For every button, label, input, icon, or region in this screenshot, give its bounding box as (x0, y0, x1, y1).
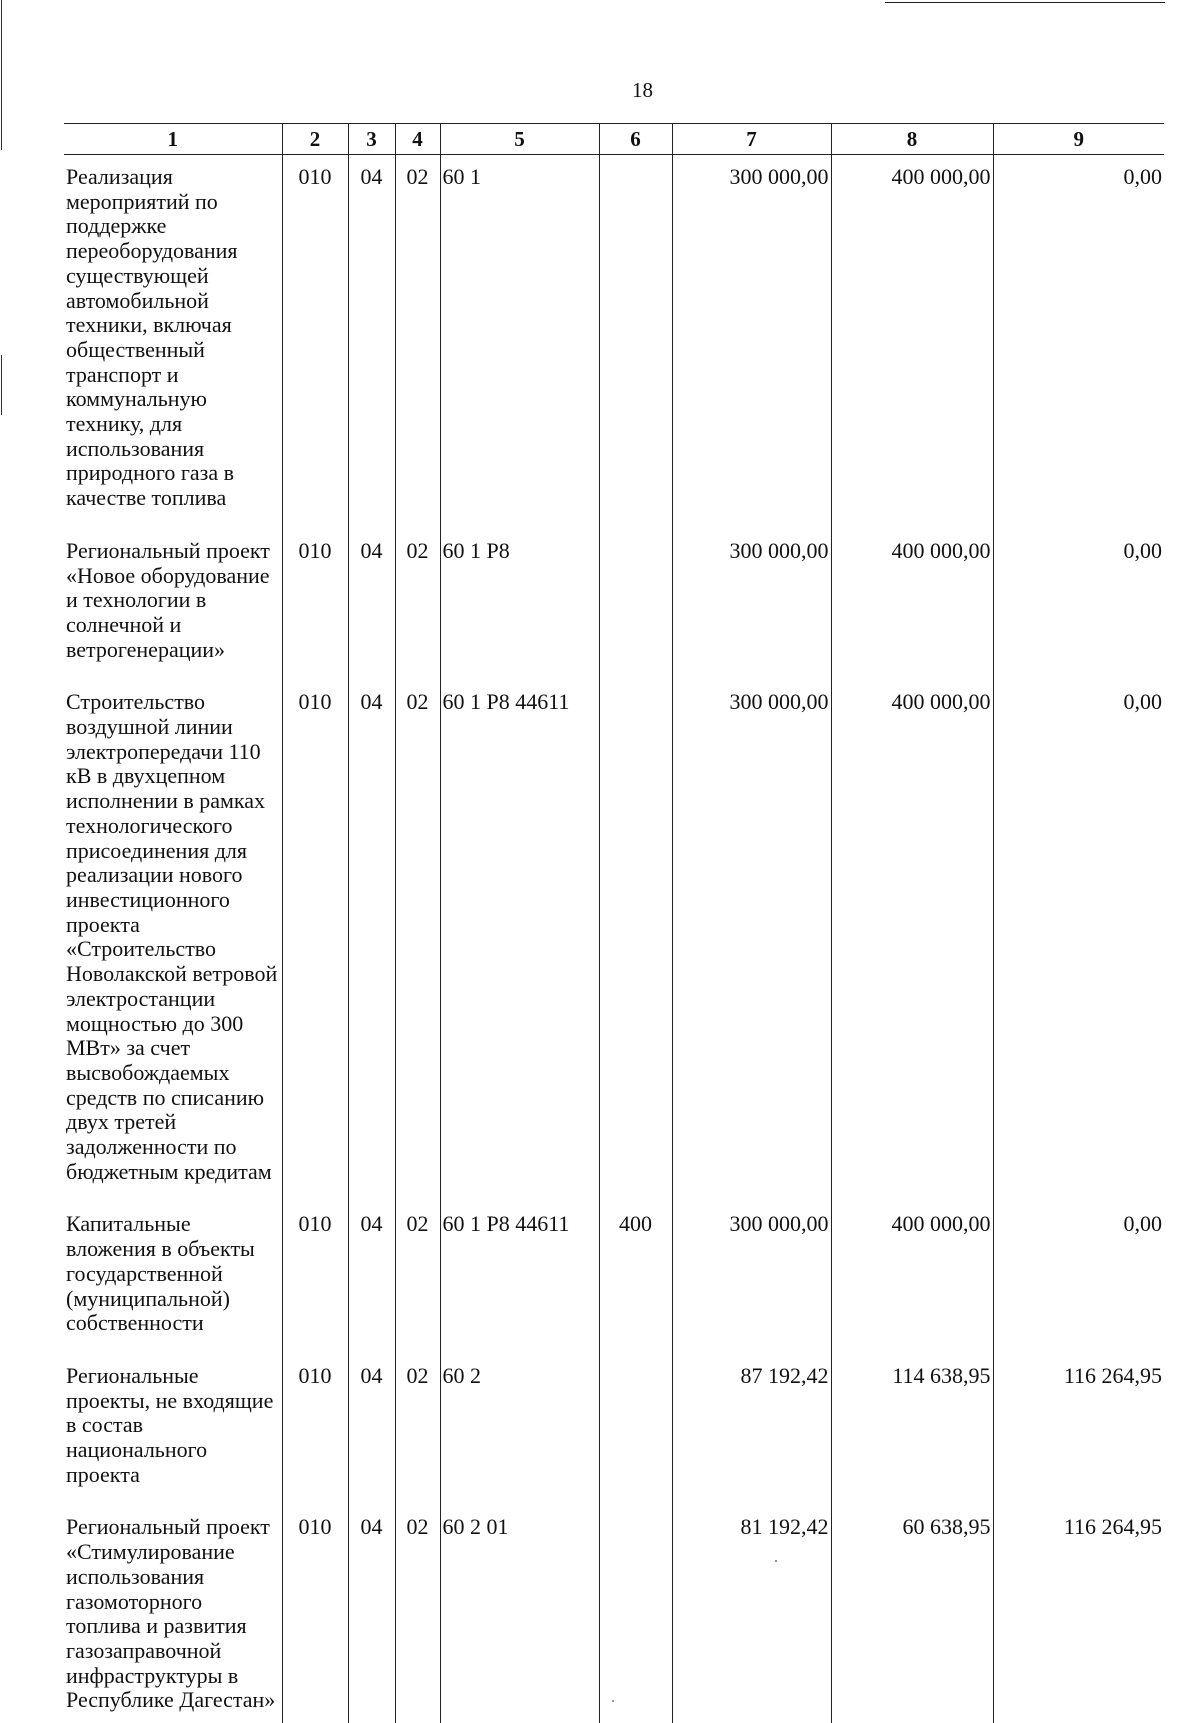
cell-amount-col8: 400 000,00 (831, 529, 993, 681)
table-row (64, 680, 1164, 1202)
cell-expense-type (599, 680, 672, 1202)
scan-speck (612, 1700, 614, 1702)
cell-subsection: 02 (395, 1505, 440, 1723)
cell-target-article: 60 1 (440, 155, 599, 529)
cell-amount-col9: 0,00 (993, 680, 1164, 1202)
cell-ministry: 010 (282, 155, 348, 529)
cell-target-article: 60 2 01 (440, 1505, 599, 1723)
table-row (64, 1505, 1164, 1723)
cell-section: 04 (348, 155, 395, 529)
cell-amount-col7: 87 192,42 (672, 1354, 831, 1506)
scan-speck (775, 1560, 777, 1562)
cell-amount-col7: 300 000,00 (672, 1202, 831, 1354)
cell-amount-col8: 60 638,95 (831, 1505, 993, 1723)
cell-subsection: 02 (395, 680, 440, 1202)
cell-target-article: 60 1 P8 (440, 529, 599, 681)
cell-amount-col7: 300 000,00 (672, 155, 831, 529)
cell-amount-col8: 400 000,00 (831, 1202, 993, 1354)
column-header: 5 (440, 124, 599, 155)
table-row (64, 529, 1164, 681)
table-row (64, 1354, 1164, 1506)
cell-amount-col9: 0,00 (993, 1202, 1164, 1354)
cell-ministry: 010 (282, 1354, 348, 1506)
cell-section: 04 (348, 1202, 395, 1354)
cell-expense-type (599, 155, 672, 529)
table-row (64, 155, 1164, 529)
header-row (64, 124, 1164, 155)
cell-target-article: 60 1 P8 44611 (440, 680, 599, 1202)
left-margin-mark (1, 0, 2, 150)
cell-ministry: 010 (282, 529, 348, 681)
page-number: 18 (632, 78, 653, 102)
column-header: 3 (348, 124, 395, 155)
cell-subsection: 02 (395, 155, 440, 529)
cell-amount-col7: 300 000,00 (672, 680, 831, 1202)
left-margin-mark (1, 355, 2, 415)
cell-amount-col9: 116 264,95 (993, 1354, 1164, 1506)
cell-expense-type (599, 529, 672, 681)
cell-amount-col7: 81 192,42 (672, 1505, 831, 1723)
cell-expense-type (599, 1505, 672, 1723)
row-name: Региональный проект «Новое оборудование и технологии в солнечной и ветрогенерации» (64, 529, 282, 681)
budget-table (64, 123, 1164, 1723)
cell-amount-col8: 400 000,00 (831, 155, 993, 529)
column-header: 1 (64, 124, 282, 155)
cell-target-article: 60 2 (440, 1354, 599, 1506)
column-header: 9 (993, 124, 1164, 155)
top-rule (885, 2, 1165, 3)
row-name: Реализация мероприятий по поддержке переоборудования существующей автомобильной техники, включая общественный транспорт и коммунальную технику, для использования природного газа в качестве топлива (64, 155, 282, 529)
row-name: Строительство воздушной линии электропередачи 110 кВ в двухцепном исполнении в рамках технологического присоединения для реализации нового инвестиционного проекта «Строительство Новолакской ветровой электростанции мощностью до 300 МВт» за счет высвобождаемых средств по списанию двух третей задолженности по бюджетным кредитам (64, 680, 282, 1202)
cell-amount-col8: 114 638,95 (831, 1354, 993, 1506)
table-row (64, 1202, 1164, 1354)
cell-section: 04 (348, 1505, 395, 1723)
cell-section: 04 (348, 680, 395, 1202)
cell-amount-col8: 400 000,00 (831, 680, 993, 1202)
cell-subsection: 02 (395, 1354, 440, 1506)
cell-ministry: 010 (282, 680, 348, 1202)
cell-expense-type (599, 1354, 672, 1506)
column-header: 4 (395, 124, 440, 155)
cell-target-article: 60 1 P8 44611 (440, 1202, 599, 1354)
cell-ministry: 010 (282, 1202, 348, 1354)
row-name: Капитальные вложения в объекты государственной (муниципальной) собственности (64, 1202, 282, 1354)
cell-ministry: 010 (282, 1505, 348, 1723)
cell-section: 04 (348, 1354, 395, 1506)
cell-expense-type: 400 (599, 1202, 672, 1354)
row-name: Региональный проект «Стимулирование использования газомоторного топлива и развития газозаправочной инфраструктуры в Республике Дагестан» (64, 1505, 282, 1723)
cell-amount-col7: 300 000,00 (672, 529, 831, 681)
cell-section: 04 (348, 529, 395, 681)
cell-amount-col9: 0,00 (993, 529, 1164, 681)
cell-amount-col9: 0,00 (993, 155, 1164, 529)
column-header: 6 (599, 124, 672, 155)
cell-subsection: 02 (395, 1202, 440, 1354)
cell-subsection: 02 (395, 529, 440, 681)
column-header: 2 (282, 124, 348, 155)
column-header: 7 (672, 124, 831, 155)
cell-amount-col9: 116 264,95 (993, 1505, 1164, 1723)
column-header: 8 (831, 124, 993, 155)
row-name: Региональные проекты, не входящие в состав национального проекта (64, 1354, 282, 1506)
